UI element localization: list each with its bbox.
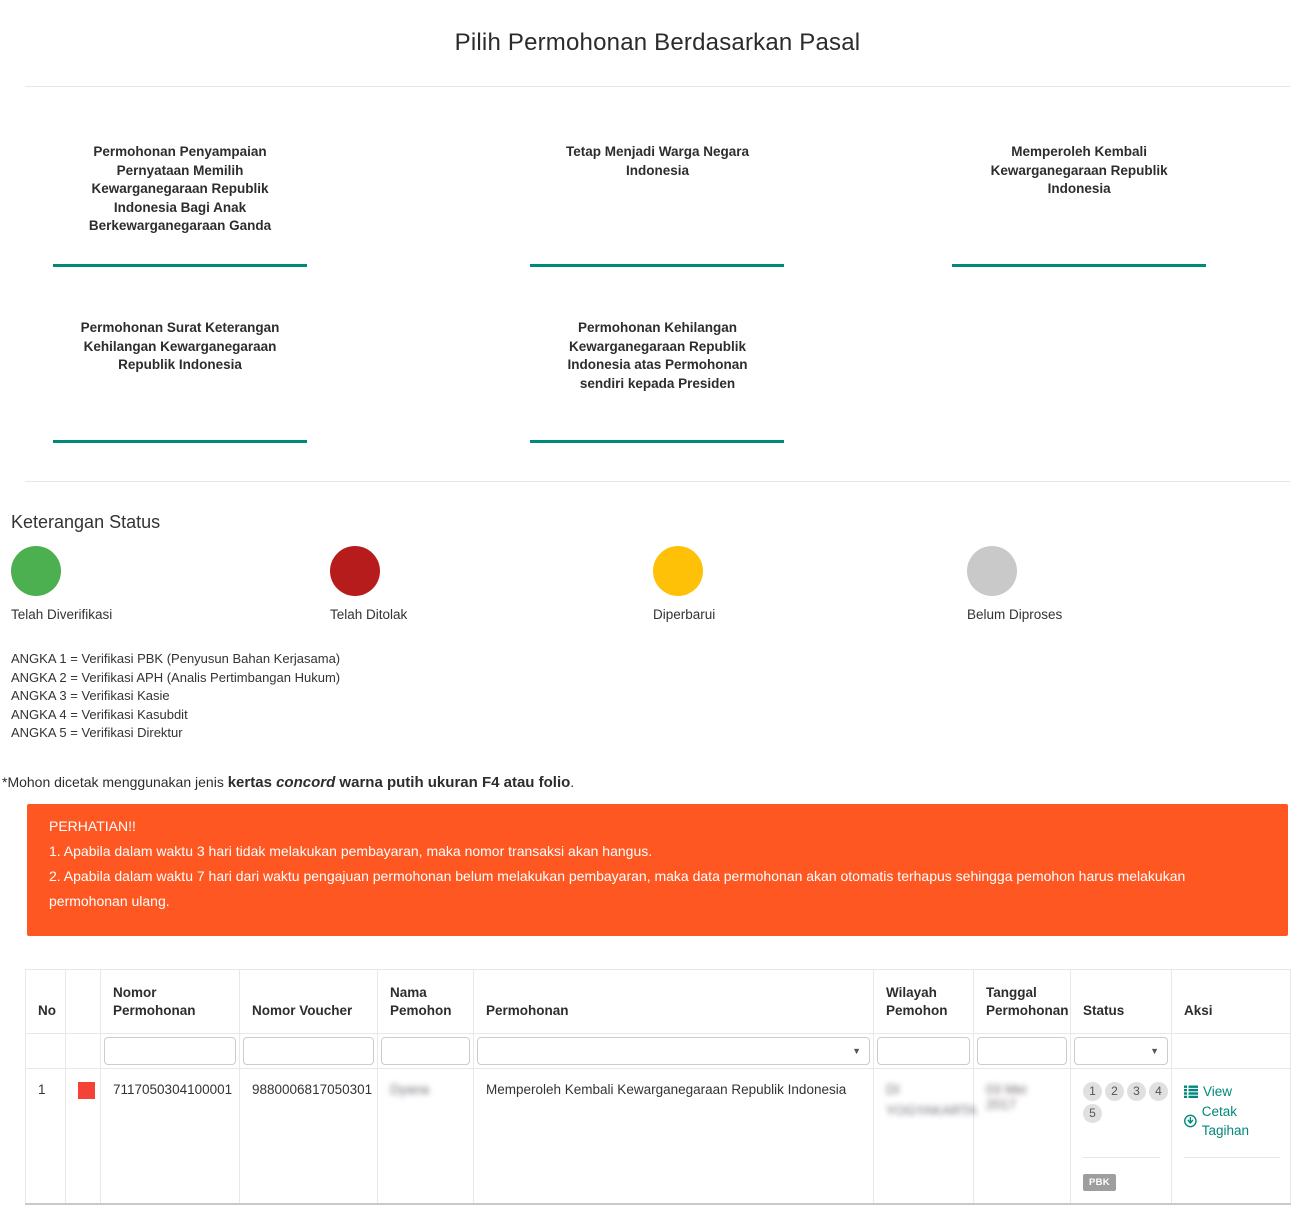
card-memperoleh-kembali[interactable]: [952, 137, 1206, 267]
card-tetap-wni[interactable]: [530, 137, 784, 267]
filter-nomor-voucher-input[interactable]: [243, 1037, 374, 1065]
chevron-down-icon: ▼: [1150, 1045, 1159, 1056]
cards-row-2: [25, 313, 1290, 443]
redacted-applicant-name: Dyana: [390, 1081, 430, 1097]
pasal-cards-section: [0, 87, 1315, 443]
cell-nomor-voucher: 9880006817050301: [240, 1068, 378, 1204]
warning-item-1: 1. Apabila dalam waktu 3 hari tidak melakukan pembayaran, maka nomor transaksi akan hangus.: [49, 842, 653, 859]
aksi-cell-divider: [1184, 1157, 1280, 1158]
cell-no: 1: [26, 1068, 66, 1204]
cell-aksi: [1172, 1068, 1291, 1204]
status-stage-badge: PBK: [1083, 1174, 1116, 1191]
status-step-1: 1: [1083, 1082, 1102, 1101]
status-step-3: 3: [1127, 1082, 1146, 1101]
angka-note-2: ANGKA 2 = Verifikasi APH (Analis Pertimbangan Hukum): [11, 669, 341, 685]
red-status-circle-icon: [330, 546, 380, 596]
legend-label: Telah Ditolak: [330, 607, 408, 622]
filter-wilayah-input[interactable]: [877, 1037, 970, 1065]
warning-item-2: 2. Apabila dalam waktu 7 hari dari waktu pengajuan permohonan belum melakukan pembayaran, maka data permohonan akan otomatis terhapus sehingga pemohon harus melakukan permohonan ulang.: [49, 867, 1186, 909]
redacted-region-line1: DI: [886, 1081, 900, 1097]
table-header-row: [26, 969, 1291, 1033]
legend-label: Diperbarui: [653, 607, 716, 622]
table-row: [26, 1068, 1291, 1204]
legend-label: Belum Diproses: [967, 607, 1063, 622]
col-header-nama-pemohon: Nama Pemohon: [378, 969, 474, 1033]
yellow-status-circle-icon: [653, 546, 703, 596]
status-step-4: 4: [1149, 1082, 1168, 1101]
green-status-circle-icon: [11, 546, 61, 596]
angka-note-5: ANGKA 5 = Verifikasi Direktur: [11, 725, 183, 740]
legend-label: Telah Diverifikasi: [11, 607, 113, 622]
cell-wilayah-pemohon: [874, 1068, 977, 1204]
view-link-label: View: [1203, 1083, 1233, 1099]
chevron-down-icon: ▼: [852, 1045, 861, 1056]
card-title: Tetap Menjadi Warga Negara Indonesia: [565, 144, 749, 178]
col-header-nomor-voucher: Nomor Voucher: [240, 969, 378, 1033]
th-list-icon: [1184, 1085, 1198, 1098]
legend-heading: Keterangan Status: [11, 512, 161, 532]
col-header-no: No: [26, 969, 66, 1033]
cell-status: [1071, 1068, 1172, 1204]
cetak-tagihan-link[interactable]: [1184, 1102, 1280, 1140]
view-link[interactable]: [1184, 1082, 1280, 1101]
cell-nomor-permohonan: 7117050304100001: [101, 1068, 240, 1204]
filter-permohonan-select[interactable]: [477, 1037, 870, 1065]
filter-status-select[interactable]: [1074, 1037, 1168, 1065]
col-header-nomor-permohonan: Nomor Permohonan: [101, 969, 240, 1033]
cards-row-1: [25, 137, 1290, 267]
cell-nama-pemohon: [378, 1068, 474, 1204]
filter-tanggal-input[interactable]: [977, 1037, 1067, 1065]
cell-tanggal-permohonan: [974, 1068, 1071, 1204]
angka-notes: [11, 650, 1290, 743]
card-kehilangan-kepada-presiden[interactable]: [530, 313, 784, 443]
col-header-status: Status: [1071, 969, 1172, 1033]
print-note: *Mohon dicetak menggunakan jenis kertas concord warna putih ukuran F4 atau folio.: [2, 773, 575, 791]
angka-note-1: ANGKA 1 = Verifikasi PBK (Penyusun Bahan Kerjasama): [11, 651, 341, 666]
card-title: Permohonan Kehilangan Kewarganegaraan Republik Indonesia atas Permohonan sendiri kepada Presiden: [567, 320, 748, 391]
cell-flag: [66, 1068, 101, 1204]
cetak-tagihan-link-label: Cetak Tagihan: [1201, 1103, 1250, 1138]
applications-table: [25, 969, 1291, 1205]
status-step-badges: [1083, 1082, 1171, 1123]
card-pasal-anak-ganda[interactable]: [53, 137, 307, 267]
red-flag-square-icon: [78, 1082, 95, 1099]
warning-box: [27, 804, 1288, 936]
warning-title: PERHATIAN!!: [49, 817, 136, 834]
col-header-permohonan: Permohonan: [474, 969, 874, 1033]
card-title: Permohonan Penyampaian Pernyataan Memilih Kewarganegaraan Republik Indonesia Bagi Anak Berkewarganegaraan Ganda: [88, 144, 272, 233]
legend-item-updated: [653, 546, 967, 622]
applications-table-section: [25, 936, 1315, 1205]
legend-item-rejected: [330, 546, 653, 622]
arrow-circle-down-icon: [1184, 1114, 1197, 1128]
page-title: Pilih Permohonan Berdasarkan Pasal: [454, 29, 861, 56]
filter-nomor-permohonan-input[interactable]: [104, 1037, 236, 1065]
page-container: [0, 0, 1315, 86]
status-step-2: 2: [1105, 1082, 1124, 1101]
filter-nama-pemohon-input[interactable]: [381, 1037, 470, 1065]
status-cell-divider: [1083, 1157, 1160, 1158]
redacted-region-line2: YOGYAKARTA: [886, 1102, 977, 1118]
col-header-flag: [66, 969, 101, 1033]
gray-status-circle-icon: [967, 546, 1017, 596]
card-title: Permohonan Surat Keterangan Kehilangan Kewarganegaraan Republik Indonesia: [80, 320, 280, 372]
status-step-5: 5: [1083, 1104, 1102, 1123]
card-title: Memperoleh Kembali Kewarganegaraan Republik Indonesia: [990, 144, 1168, 196]
legend-item-verified: [11, 546, 330, 622]
angka-note-3: ANGKA 3 = Verifikasi Kasie: [11, 688, 170, 703]
col-header-wilayah-pemohon: Wilayah Pemohon: [874, 969, 974, 1033]
card-surat-keterangan-kehilangan[interactable]: [53, 313, 307, 443]
table-filter-row: [26, 1033, 1291, 1068]
cell-permohonan: Memperoleh Kembali Kewarganegaraan Republik Indonesia: [474, 1068, 874, 1204]
redacted-date: 03 Mei 2017: [986, 1081, 1027, 1112]
col-header-aksi: Aksi: [1172, 969, 1291, 1033]
legend-item-unprocessed: [967, 546, 1290, 622]
angka-note-4: ANGKA 4 = Verifikasi Kasubdit: [11, 706, 188, 722]
col-header-tanggal-permohonan: Tanggal Permohonan: [974, 969, 1071, 1033]
status-legend-section: [0, 482, 1315, 743]
